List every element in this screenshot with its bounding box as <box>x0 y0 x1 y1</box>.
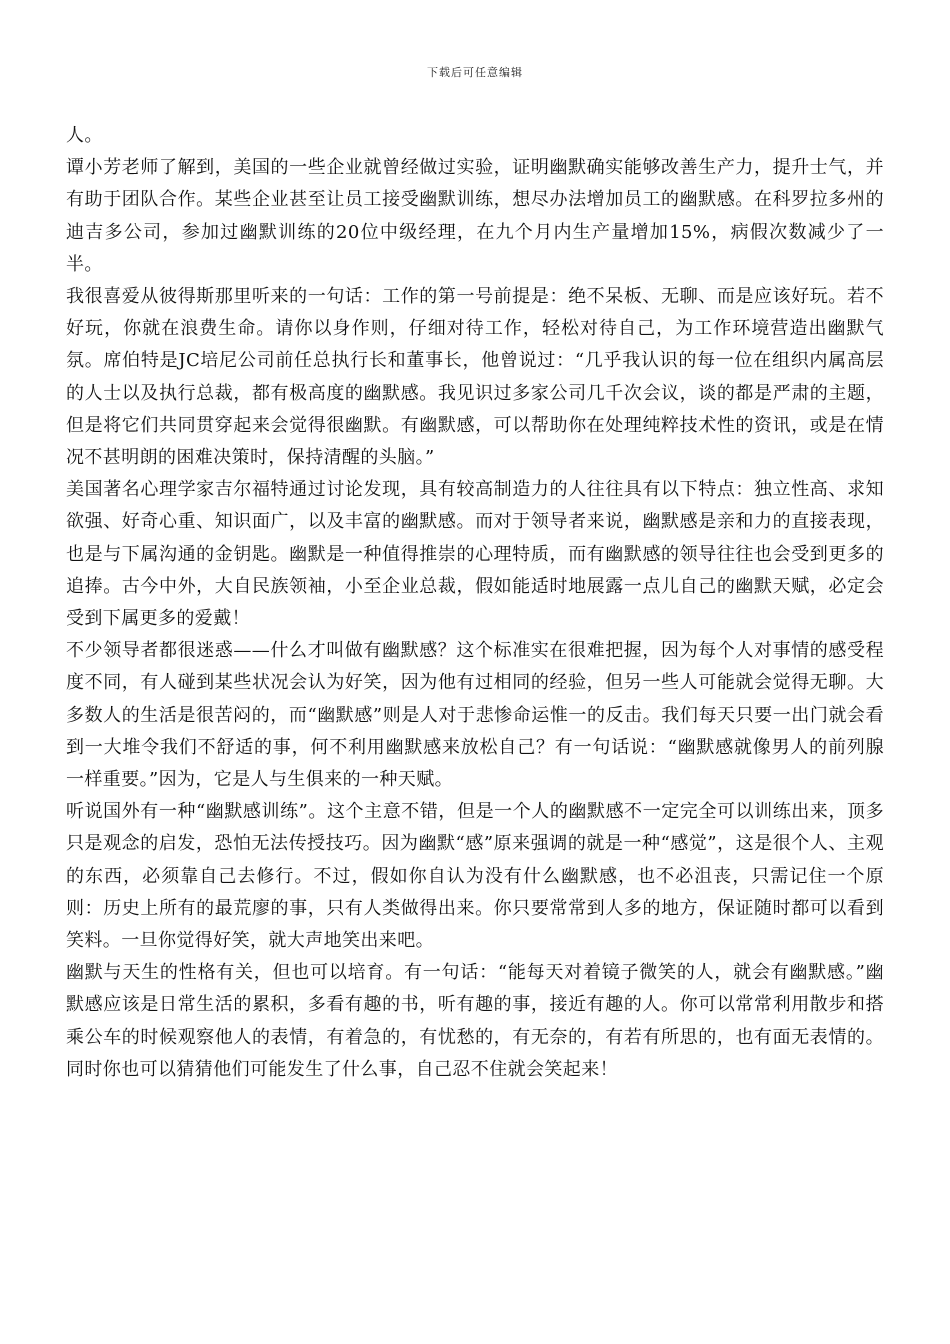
paragraph: 不少领导者都很迷惑——什么才叫做有幽默感？这个标准实在很难把握，因为每个人对事情的感受程度不同，有人碰到某些状况会认为好笑，因为他有过相同的经验，但另一些人可能就会觉得无聊。大多数人的生活是很苦闷的，而“幽默感”则是人对于悲惨命运惟一的反击。我们每天只要一出门就会看到一大堆令我们不舒适的事，何不利用幽默感来放松自己？有一句话说：“幽默感就像男人的前列腺一样重要。”因为，它是人与生俱来的一种天赋。 <box>66 640 884 791</box>
paragraph: 美国著名心理学家吉尔福特通过讨论发现，具有较高制造力的人往往具有以下特点：独立性高、求知欲强、好奇心重、知识面广，以及丰富的幽默感。而对于领导者来说，幽默感是亲和力的直接表现，也是与下属沟通的金钥匙。幽默是一种值得推崇的心理特质，而有幽默感的领导往往也会受到更多的追捧。古今中外，大自民族领袖，小至企业总裁，假如能适时地展露一点儿自己的幽默天赋，必定会受到下属更多的爱戴！ <box>66 479 884 630</box>
paragraph: 幽默与天生的性格有关，但也可以培育。有一句话：“能每天对着镜子微笑的人，就会有幽默感。”幽默感应该是日常生活的累积，多看有趣的书，听有趣的事，接近有趣的人。你可以常常利用散步和搭乘公车的时候观察他人的表情，有着急的，有忧愁的，有无奈的，有若有所思的，也有面无表情的。同时你也可以猜猜他们可能发生了什么事，自己忍不住就会笑起来！ <box>66 962 884 1080</box>
paragraph: 我很喜爱从彼得斯那里听来的一句话：工作的第一号前提是：绝不呆板、无聊、而是应该好玩。若不好玩，你就在浪费生命。请你以身作则，仔细对待工作，轻松对待自己，为工作环境营造出幽默气氛。席伯特是JC培尼公司前任总执行长和董事长，他曾说过：“几乎我认识的每一位在组织内属高层的人士以及执行总裁，都有极高度的幽默感。我见识过多家公司几千次会议，谈的都是严肃的主题，但是将它们共同贯穿起来会觉得很幽默。有幽默感，可以帮助你在处理纯粹技术性的资讯，或是在情况不甚明朗的困难决策时，保持清醒的头脑。” <box>66 286 884 469</box>
paragraph: 听说国外有一种“幽默感训练”。这个主意不错，但是一个人的幽默感不一定完全可以训练出来，顶多只是观念的启发，恐怕无法传授技巧。因为幽默“感”原来强调的就是一种“感觉”，这是很个人、主观的东西，必须靠自己去修行。不过，假如你自认为没有什么幽默感，也不必沮丧，只需记住一个原则：历史上所有的最荒廖的事，只有人类做得出来。你只要常常到人多的地方，保证随时都可以看到笑料。一旦你觉得好笑，就大声地笑出来吧。 <box>66 801 884 952</box>
document-body <box>66 120 884 1086</box>
page-header: 下载后可任意编辑 <box>427 66 523 79</box>
paragraph: 谭小芳老师了解到，美国的一些企业就曾经做过实验，证明幽默确实能够改善生产力，提升士气，并有助于团队合作。某些企业甚至让员工接受幽默训练，想尽办法增加员工的幽默感。在科罗拉多州的迪吉多公司，参加过幽默训练的20位中级经理，在九个月内生产量增加15%，病假次数减少了一半。 <box>66 157 884 275</box>
paragraph: 人。 <box>66 125 103 146</box>
